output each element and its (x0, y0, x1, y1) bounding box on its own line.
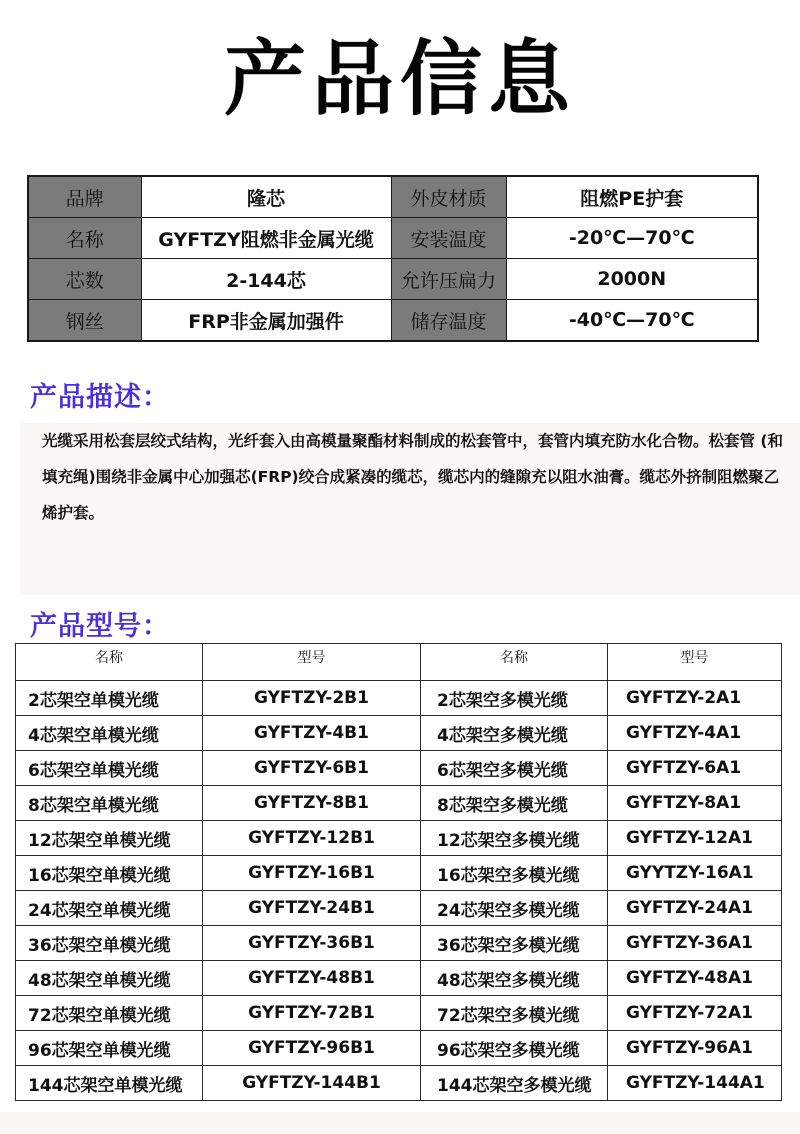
model-code-multi-mode: GYFTZY-12A1 (608, 821, 782, 856)
spec-value: 2000N (506, 259, 758, 300)
model-row (16, 786, 782, 821)
spec-label: 安装温度 (391, 218, 506, 259)
model-row (16, 891, 782, 926)
spec-label: 储存温度 (391, 300, 506, 342)
spec-label: 芯数 (28, 259, 141, 300)
model-code-multi-mode: GYFTZY-96A1 (608, 1031, 782, 1066)
model-code-multi-mode: GYFTZY-2A1 (608, 681, 782, 716)
model-code-single-mode: GYFTZY-8B1 (203, 786, 421, 821)
spec-label: 外皮材质 (391, 176, 506, 218)
model-row (16, 961, 782, 996)
spec-value: 阻燃PE护套 (506, 176, 758, 218)
cable-name-single-mode: 24芯架空单模光缆 (16, 891, 203, 926)
cable-name-multi-mode: 16芯架空多模光缆 (421, 856, 608, 891)
cable-name-single-mode: 72芯架空单模光缆 (16, 996, 203, 1031)
model-code-single-mode: GYFTZY-12B1 (203, 821, 421, 856)
cable-name-single-mode: 48芯架空单模光缆 (16, 961, 203, 996)
header-model-sm: 型号 (203, 644, 421, 681)
model-row (16, 751, 782, 786)
models-table (15, 643, 782, 1101)
model-code-single-mode: GYFTZY-2B1 (203, 681, 421, 716)
cable-name-single-mode: 4芯架空单模光缆 (16, 716, 203, 751)
spec-table (27, 175, 759, 342)
model-row (16, 1031, 782, 1066)
cable-name-multi-mode: 96芯架空多模光缆 (421, 1031, 608, 1066)
spec-value: FRP非金属加强件 (141, 300, 391, 342)
model-code-multi-mode: GYFTZY-72A1 (608, 996, 782, 1031)
model-row (16, 856, 782, 891)
model-code-multi-mode: GYFTZY-48A1 (608, 961, 782, 996)
spec-row (28, 176, 758, 218)
cable-name-multi-mode: 144芯架空多模光缆 (421, 1066, 608, 1101)
spec-label: 允许压扁力 (391, 259, 506, 300)
models-header-row (16, 644, 782, 681)
model-row (16, 821, 782, 856)
model-code-single-mode: GYFTZY-16B1 (203, 856, 421, 891)
cable-name-single-mode: 96芯架空单模光缆 (16, 1031, 203, 1066)
models-heading: 产品型号： (30, 611, 170, 642)
header-model-mm: 型号 (608, 644, 782, 681)
spec-value: -40℃—70℃ (506, 300, 758, 342)
cable-name-single-mode: 2芯架空单模光缆 (16, 681, 203, 716)
cable-name-single-mode: 36芯架空单模光缆 (16, 926, 203, 961)
description-heading: 产品描述： (30, 382, 170, 413)
header-name-mm: 名称 (421, 644, 608, 681)
model-row (16, 926, 782, 961)
spec-value: -20℃—70℃ (506, 218, 758, 259)
spec-label: 品牌 (28, 176, 141, 218)
model-code-single-mode: GYFTZY-144B1 (203, 1066, 421, 1101)
spec-value: 2-144芯 (141, 259, 391, 300)
model-code-multi-mode: GYFTZY-36A1 (608, 926, 782, 961)
model-code-single-mode: GYFTZY-48B1 (203, 961, 421, 996)
model-row (16, 1066, 782, 1101)
cable-name-multi-mode: 2芯架空多模光缆 (421, 681, 608, 716)
page-title: 产品信息 (223, 32, 576, 127)
model-code-single-mode: GYFTZY-6B1 (203, 751, 421, 786)
model-code-multi-mode: GYFTZY-24A1 (608, 891, 782, 926)
cable-name-single-mode: 8芯架空单模光缆 (16, 786, 203, 821)
cable-name-single-mode: 16芯架空单模光缆 (16, 856, 203, 891)
spec-label: 钢丝 (28, 300, 141, 342)
cable-name-multi-mode: 4芯架空多模光缆 (421, 716, 608, 751)
model-code-multi-mode: GYYTZY-16A1 (608, 856, 782, 891)
model-code-single-mode: GYFTZY-72B1 (203, 996, 421, 1031)
spec-row (28, 300, 758, 342)
cable-name-single-mode: 6芯架空单模光缆 (16, 751, 203, 786)
cable-name-multi-mode: 12芯架空多模光缆 (421, 821, 608, 856)
bottom-strip (0, 1112, 800, 1134)
model-code-single-mode: GYFTZY-24B1 (203, 891, 421, 926)
header-name-sm: 名称 (16, 644, 203, 681)
spec-row (28, 259, 758, 300)
model-code-single-mode: GYFTZY-96B1 (203, 1031, 421, 1066)
spec-row (28, 218, 758, 259)
cable-name-multi-mode: 48芯架空多模光缆 (421, 961, 608, 996)
description-box (20, 423, 800, 595)
cable-name-multi-mode: 8芯架空多模光缆 (421, 786, 608, 821)
model-code-single-mode: GYFTZY-36B1 (203, 926, 421, 961)
model-code-single-mode: GYFTZY-4B1 (203, 716, 421, 751)
model-code-multi-mode: GYFTZY-8A1 (608, 786, 782, 821)
model-code-multi-mode: GYFTZY-144A1 (608, 1066, 782, 1101)
cable-name-single-mode: 144芯架空单模光缆 (16, 1066, 203, 1101)
spec-label: 名称 (28, 218, 141, 259)
model-code-multi-mode: GYFTZY-6A1 (608, 751, 782, 786)
cable-name-multi-mode: 6芯架空多模光缆 (421, 751, 608, 786)
cable-name-multi-mode: 72芯架空多模光缆 (421, 996, 608, 1031)
model-row (16, 716, 782, 751)
cable-name-single-mode: 12芯架空单模光缆 (16, 821, 203, 856)
description-text: 光缆采用松套层绞式结构，光纤套入由高模量聚酯材料制成的松套管中，套管内填充防水化合物。松套管 (和填充绳)围绕非金属中心加强芯(FRP)绞合成紧凑的缆芯，缆芯内的缝隙充以阻水油膏。缆芯外挤制阻燃聚乙烯护套。 (42, 432, 783, 522)
model-code-multi-mode: GYFTZY-4A1 (608, 716, 782, 751)
model-row (16, 996, 782, 1031)
spec-value: GYFTZY阻燃非金属光缆 (141, 218, 391, 259)
cable-name-multi-mode: 36芯架空多模光缆 (421, 926, 608, 961)
cable-name-multi-mode: 24芯架空多模光缆 (421, 891, 608, 926)
model-row (16, 681, 782, 716)
spec-value: 隆芯 (141, 176, 391, 218)
